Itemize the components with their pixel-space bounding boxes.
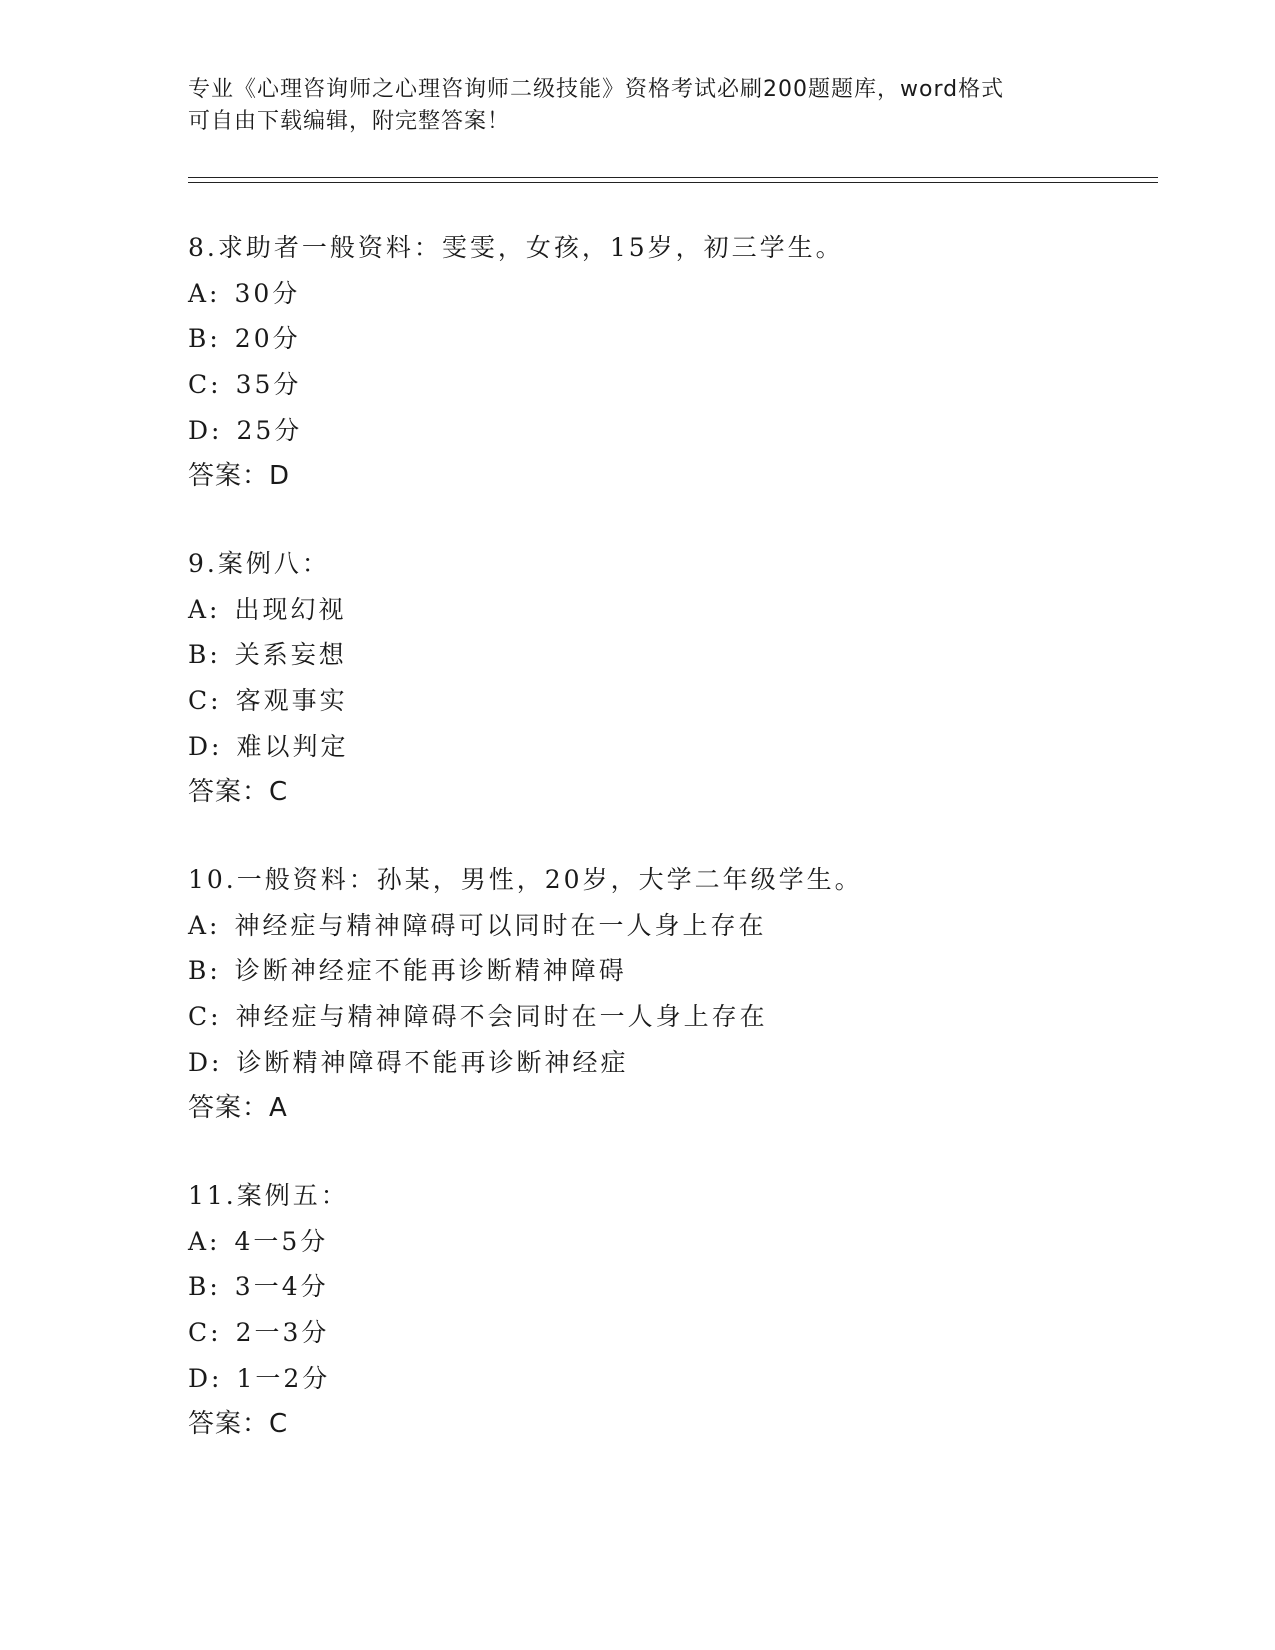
option-d [188,408,1168,454]
option-letter: D: [188,415,223,445]
question-item [188,541,1168,815]
option-letter: B: [188,956,221,986]
question-title: 11.案例五： [188,1181,349,1210]
header-line-1: 专业《心理咨询师之心理咨询师二级技能》资格考试必刷200题题库，word格式 [188,77,1005,102]
header-line-2: 可自由下载编辑，附完整答案！ [188,109,511,134]
option-a [188,1219,1168,1265]
option-text: 35分 [235,370,302,400]
document-header [188,74,1088,138]
option-text: 诊断神经症不能再诊断精神障碍 [234,956,627,986]
option-c [188,362,1168,408]
option-text: 难以判定 [236,731,349,761]
option-letter: D: [188,731,223,761]
question-item [188,857,1168,1131]
option-a [188,587,1168,633]
option-text: 4一5分 [234,1226,329,1256]
option-text: 神经症与精神障碍可以同时在一人身上存在 [234,910,767,940]
option-b [188,632,1168,678]
option-letter: A: [188,910,221,940]
option-a [188,903,1168,949]
option-b [188,948,1168,994]
option-letter: B: [188,324,221,354]
option-b [188,1264,1168,1310]
option-text: 3一4分 [234,1272,329,1302]
option-letter: A: [188,594,221,624]
option-letter: D: [188,1363,223,1393]
option-text: 20分 [234,324,301,354]
option-text: 神经症与精神障碍不会同时在一人身上存在 [235,1002,768,1032]
option-letter: D: [188,1047,223,1077]
answer-line: 答案：A [188,1093,288,1124]
header-divider-top [188,177,1158,178]
option-c [188,994,1168,1040]
option-d [188,1040,1168,1086]
option-letter: C: [188,370,222,400]
question-item [188,225,1168,499]
option-letter: B: [188,1272,221,1302]
option-letter: A: [188,278,221,308]
answer-line: 答案：C [188,1409,289,1440]
option-letter: B: [188,640,221,670]
question-item [188,1173,1168,1447]
option-text: 1一2分 [236,1363,331,1393]
answer-line: 答案：D [188,461,291,492]
option-letter: A: [188,1226,221,1256]
option-c [188,678,1168,724]
header-divider-bottom [188,182,1158,183]
option-letter: C: [188,1318,222,1348]
option-text: 出现幻视 [234,594,347,624]
option-a [188,271,1168,317]
option-letter: C: [188,686,222,716]
question-title: 10.一般资料：孙某，男性，20岁，大学二年级学生。 [188,865,863,894]
option-d [188,1356,1168,1402]
option-text: 关系妄想 [234,640,347,670]
option-letter: C: [188,1002,222,1032]
option-text: 诊断精神障碍不能再诊断神经症 [236,1047,629,1077]
option-text: 客观事实 [235,686,348,716]
option-c [188,1310,1168,1356]
option-text: 2一3分 [235,1318,330,1348]
option-b [188,316,1168,362]
answer-line: 答案：C [188,777,289,808]
option-text: 30分 [234,278,301,308]
option-text: 25分 [236,415,303,445]
question-title: 8.求助者一般资料：雯雯，女孩，15岁，初三学生。 [188,233,844,262]
option-d [188,724,1168,770]
question-title: 9.案例八： [188,549,330,578]
